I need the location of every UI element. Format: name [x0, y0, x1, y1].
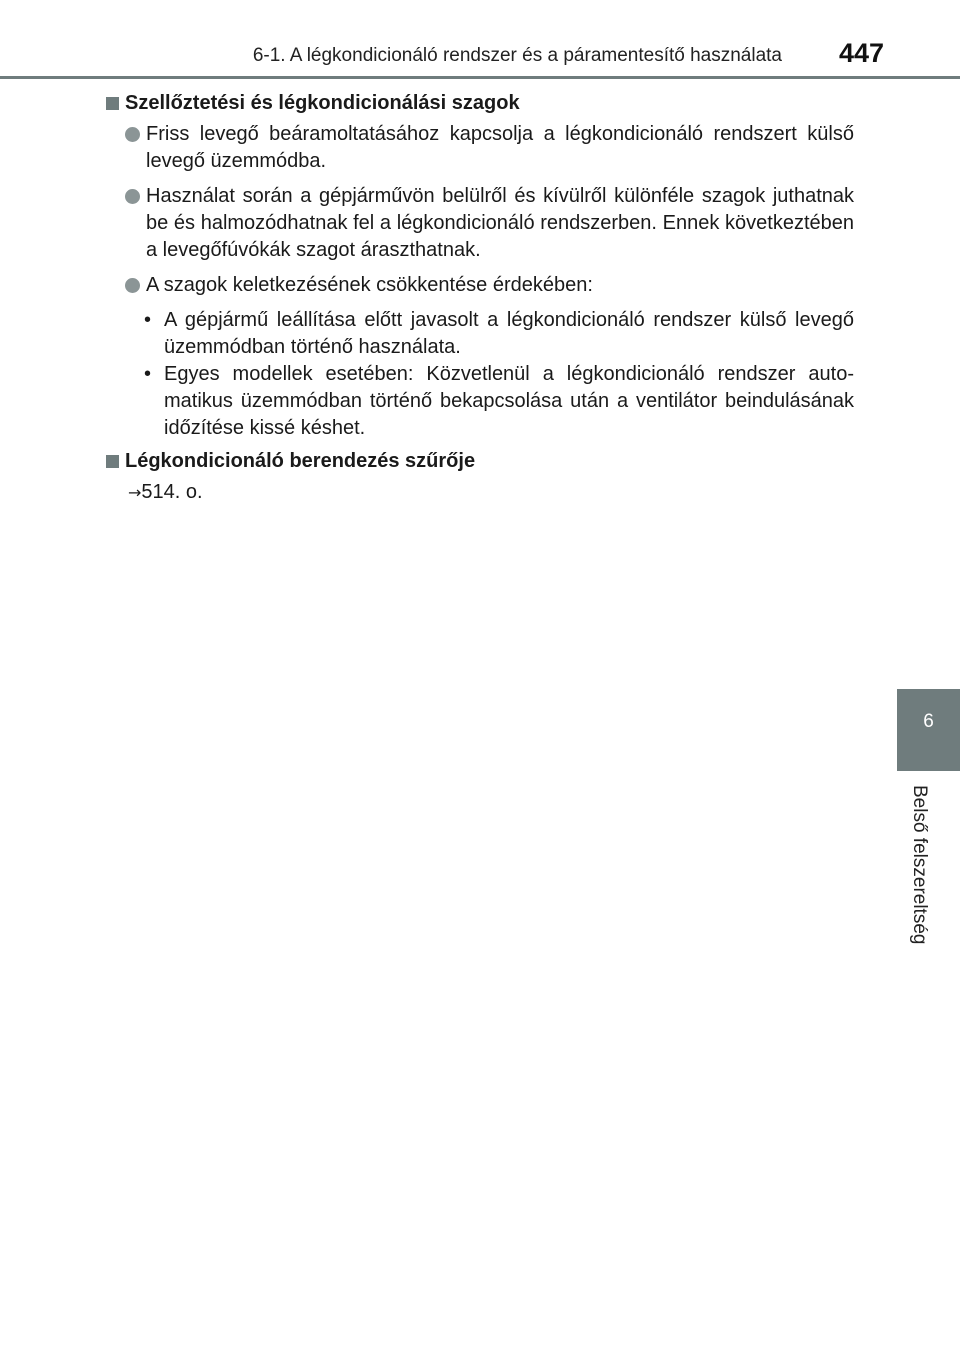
section-heading-text: Légkondicionáló berendezés szűrője [125, 450, 476, 472]
section-heading-filter [106, 448, 854, 475]
dot-icon: • [144, 309, 152, 331]
section-heading-text: Szellőztetési és légkondicionálási szagok [125, 92, 520, 114]
page-reference-text: 514. o. [141, 481, 203, 503]
square-icon [106, 455, 119, 468]
sub-bullet-item [106, 361, 854, 442]
arrow-right-icon: → [128, 483, 142, 502]
bullet-text: Friss levegő beáramoltatásához kapcsolja a légkondicionáló rendszert külső levegő üzemmódba. [146, 123, 854, 172]
sub-bullet-text: A gépjármű leállítása előtt javasolt a légkondicionáló rendszer külső levegő üzemmódban történő használata. [164, 309, 854, 358]
header-divider [0, 76, 960, 79]
circle-icon [125, 189, 140, 204]
page-reference[interactable] [106, 479, 854, 506]
chapter-tab: 6 [897, 689, 960, 771]
page-number: 447 [838, 38, 884, 68]
sub-bullet-item [106, 307, 854, 361]
chapter-tab-label: Belső felszereltség [909, 785, 930, 945]
page-header [0, 0, 960, 78]
bullet-item [106, 121, 854, 175]
section-heading-odors [106, 90, 854, 117]
bullet-text: Használat során a gépjárművön belülről és kívülről különféle szagok juthatnak be és halmozódhatnak fel a légkondicionáló rendszerben. Ennek következtében a levegőfúvókák szagot áraszthatnak. [146, 185, 854, 261]
circle-icon [125, 127, 140, 142]
sub-bullet-text: Egyes modellek esetében: Közvetlenül a légkondicionáló rendszer automatikus üzemmódban történő bekapcsolása után a ventilátor beindulásának időzítése kissé késhet. [164, 363, 854, 439]
sub-bullet-list [106, 307, 854, 442]
bullet-text: A szagok keletkezésének csökkentése érdekében: [146, 274, 593, 296]
circle-icon [125, 278, 140, 293]
chapter-title: 6-1. A légkondicionáló rendszer és a páramentesítő használata [252, 45, 782, 66]
square-icon [106, 97, 119, 110]
bullet-item [106, 183, 854, 264]
dot-icon: • [144, 363, 152, 385]
page-content [106, 90, 854, 506]
bullet-item [106, 272, 854, 299]
